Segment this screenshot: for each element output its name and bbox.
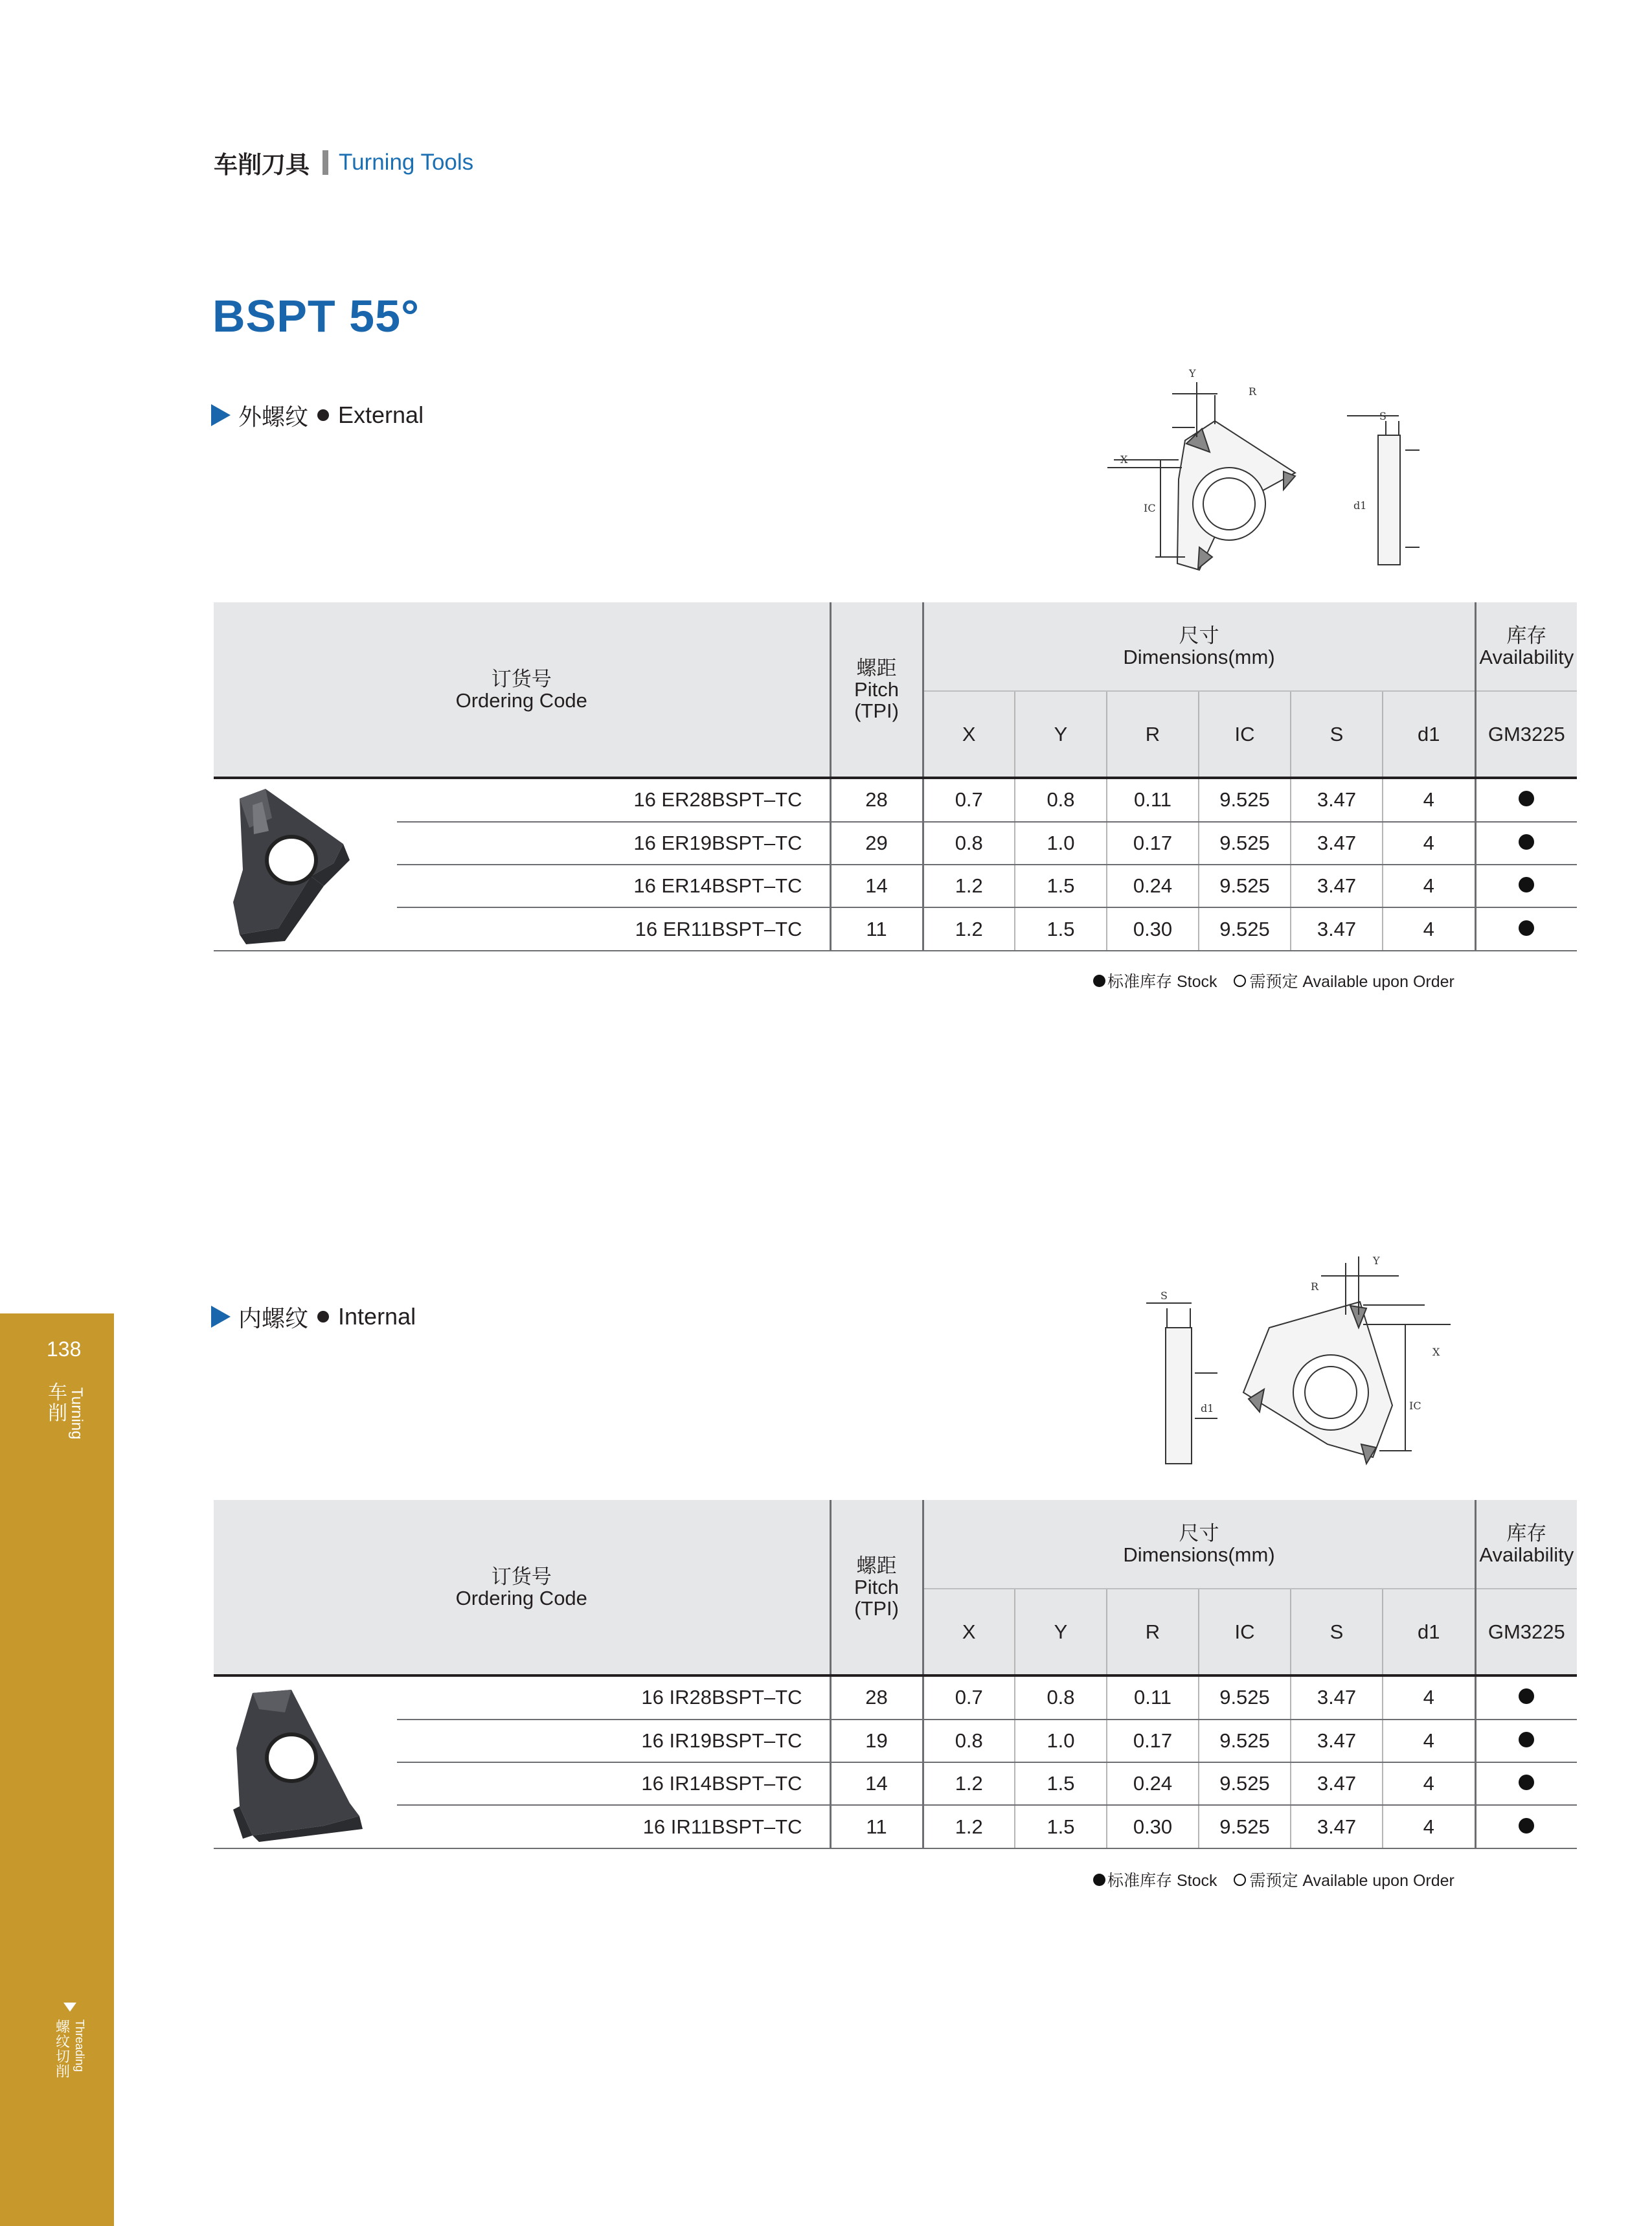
pitch-value: 29 xyxy=(830,822,923,865)
legend-order: 需预定 Available upon Order xyxy=(1249,973,1454,991)
x-value: 0.7 xyxy=(923,778,1015,822)
ext-dim-s: S xyxy=(1379,410,1386,422)
col-grade: GM3225 xyxy=(1475,1589,1577,1675)
s-value: 3.47 xyxy=(1291,1720,1383,1762)
ic-value: 9.525 xyxy=(1199,1762,1291,1805)
header-category-cn: 车削刀具 xyxy=(214,152,310,178)
pitch-en: Pitch xyxy=(854,1576,899,1598)
col-x: X xyxy=(923,691,1015,778)
chapter-side-tab xyxy=(0,1313,114,2226)
triangle-bullet-icon xyxy=(211,1306,231,1328)
table-row xyxy=(214,865,1577,907)
availability-en: Availability xyxy=(1479,646,1574,668)
stock-indicator xyxy=(1475,1720,1577,1762)
pitch-unit: (TPI) xyxy=(854,699,899,722)
external-legend xyxy=(1093,969,1454,992)
x-value: 0.7 xyxy=(923,1675,1015,1720)
x-value: 1.2 xyxy=(923,865,1015,907)
ordering-code-en: Ordering Code xyxy=(455,1586,587,1609)
availability-en: Availability xyxy=(1479,1543,1574,1566)
internal-insert-diagram xyxy=(1120,1250,1470,1483)
availability-cn: 库存 xyxy=(1506,1522,1547,1545)
page-title: BSPT 55° xyxy=(212,291,420,341)
y-value: 1.5 xyxy=(1015,1805,1107,1848)
col-ordering-code xyxy=(214,1500,830,1675)
ic-value: 9.525 xyxy=(1199,822,1291,865)
stock-indicator xyxy=(1475,1762,1577,1805)
section-arrow-icon xyxy=(63,2003,76,2012)
ordering-code: 16 IR11BSPT–TC xyxy=(397,1805,830,1848)
r-value: 0.17 xyxy=(1107,1720,1199,1762)
int-dim-r: R xyxy=(1311,1280,1319,1293)
col-r: R xyxy=(1107,1589,1199,1675)
dimensions-en: Dimensions(mm) xyxy=(1123,646,1275,668)
col-dimensions xyxy=(923,602,1475,691)
int-dim-x: X xyxy=(1432,1346,1440,1358)
x-value: 0.8 xyxy=(923,1720,1015,1762)
stock-filled-dot-icon xyxy=(1519,1818,1534,1834)
ordering-code-en: Ordering Code xyxy=(455,688,587,712)
x-value: 1.2 xyxy=(923,1762,1015,1805)
r-value: 0.24 xyxy=(1107,865,1199,907)
y-value: 1.5 xyxy=(1015,865,1107,907)
ic-value: 9.525 xyxy=(1199,865,1291,907)
stock-filled-dot-icon xyxy=(1519,1732,1534,1747)
stock-indicator xyxy=(1475,865,1577,907)
s-value: 3.47 xyxy=(1291,778,1383,822)
external-label-en: External xyxy=(338,402,424,428)
r-value: 0.30 xyxy=(1107,907,1199,951)
pitch-value: 19 xyxy=(830,1720,923,1762)
ic-value: 9.525 xyxy=(1199,1805,1291,1848)
ordering-code: 16 ER11BSPT–TC xyxy=(397,907,830,951)
col-s: S xyxy=(1291,1589,1383,1675)
legend-stock: 标准库存 Stock xyxy=(1107,1872,1217,1890)
s-value: 3.47 xyxy=(1291,1805,1383,1848)
pitch-unit: (TPI) xyxy=(854,1597,899,1620)
pitch-value: 28 xyxy=(830,1675,923,1720)
r-value: 0.17 xyxy=(1107,822,1199,865)
d1-value: 4 xyxy=(1383,1675,1475,1720)
r-value: 0.11 xyxy=(1107,778,1199,822)
s-value: 3.47 xyxy=(1291,907,1383,951)
legend-filled-dot-icon xyxy=(1093,975,1105,987)
header-divider xyxy=(322,150,328,175)
external-insert-photo xyxy=(214,778,397,951)
triangle-bullet-icon xyxy=(211,404,231,426)
d1-value: 4 xyxy=(1383,778,1475,822)
col-r: R xyxy=(1107,691,1199,778)
external-spec-table xyxy=(214,602,1577,951)
availability-cn: 库存 xyxy=(1506,624,1547,647)
col-pitch xyxy=(830,1500,923,1675)
internal-label-en: Internal xyxy=(338,1303,416,1330)
dimensions-en: Dimensions(mm) xyxy=(1123,1543,1275,1566)
table-row xyxy=(214,822,1577,865)
ordering-code: 16 ER28BSPT–TC xyxy=(397,778,830,822)
legend-order: 需预定 Available upon Order xyxy=(1249,1872,1454,1890)
pitch-cn: 螺距 xyxy=(856,657,897,679)
col-dimensions xyxy=(923,1500,1475,1589)
internal-legend xyxy=(1093,1868,1454,1891)
bullet-dot-icon xyxy=(317,1311,329,1323)
col-grade: GM3225 xyxy=(1475,691,1577,778)
x-value: 1.2 xyxy=(923,1805,1015,1848)
stock-filled-dot-icon xyxy=(1519,920,1534,936)
section-label-en: Threading xyxy=(73,2019,86,2073)
d1-value: 4 xyxy=(1383,907,1475,951)
ext-dim-x: X xyxy=(1120,453,1128,466)
stock-filled-dot-icon xyxy=(1519,1775,1534,1790)
y-value: 1.5 xyxy=(1015,907,1107,951)
r-value: 0.30 xyxy=(1107,1805,1199,1848)
y-value: 1.0 xyxy=(1015,1720,1107,1762)
stock-indicator xyxy=(1475,822,1577,865)
stock-filled-dot-icon xyxy=(1519,834,1534,850)
col-pitch xyxy=(830,602,923,778)
col-ic: IC xyxy=(1199,1589,1291,1675)
d1-value: 4 xyxy=(1383,822,1475,865)
internal-spec-table xyxy=(214,1500,1577,1849)
int-dim-d1: d1 xyxy=(1201,1402,1214,1414)
r-value: 0.11 xyxy=(1107,1675,1199,1720)
page-number: 138 xyxy=(47,1337,82,1361)
pitch-value: 11 xyxy=(830,907,923,951)
col-d1: d1 xyxy=(1383,1589,1475,1675)
ordering-code: 16 ER14BSPT–TC xyxy=(397,865,830,907)
internal-section-label xyxy=(211,1300,416,1333)
dimensions-cn: 尺寸 xyxy=(1179,624,1219,647)
legend-filled-dot-icon xyxy=(1093,1874,1105,1886)
r-value: 0.24 xyxy=(1107,1762,1199,1805)
table-row xyxy=(214,778,1577,822)
ordering-code: 16 IR14BSPT–TC xyxy=(397,1762,830,1805)
pitch-value: 28 xyxy=(830,778,923,822)
d1-value: 4 xyxy=(1383,1762,1475,1805)
y-value: 1.5 xyxy=(1015,1762,1107,1805)
stock-filled-dot-icon xyxy=(1519,877,1534,892)
ext-dim-ic: IC xyxy=(1144,502,1156,514)
col-s: S xyxy=(1291,691,1383,778)
stock-indicator xyxy=(1475,1805,1577,1848)
col-availability xyxy=(1475,1500,1577,1589)
stock-indicator xyxy=(1475,778,1577,822)
ordering-code-cn: 订货号 xyxy=(491,667,552,690)
col-d1: d1 xyxy=(1383,691,1475,778)
s-value: 3.47 xyxy=(1291,865,1383,907)
ordering-code: 16 IR28BSPT–TC xyxy=(397,1675,830,1720)
dimensions-cn: 尺寸 xyxy=(1179,1522,1219,1545)
external-insert-image xyxy=(214,779,397,945)
col-y: Y xyxy=(1015,1589,1107,1675)
ic-value: 9.525 xyxy=(1199,778,1291,822)
table-row xyxy=(214,1805,1577,1848)
d1-value: 4 xyxy=(1383,865,1475,907)
bullet-dot-icon xyxy=(317,409,329,421)
pitch-value: 11 xyxy=(830,1805,923,1848)
x-value: 1.2 xyxy=(923,907,1015,951)
ordering-code: 16 ER19BSPT–TC xyxy=(397,822,830,865)
ic-value: 9.525 xyxy=(1199,1720,1291,1762)
stock-filled-dot-icon xyxy=(1519,791,1534,806)
col-ordering-code xyxy=(214,602,830,778)
s-value: 3.47 xyxy=(1291,822,1383,865)
page-header xyxy=(214,146,473,179)
stock-indicator xyxy=(1475,1675,1577,1720)
stock-filled-dot-icon xyxy=(1519,1688,1534,1704)
int-dim-ic: IC xyxy=(1409,1400,1421,1412)
y-value: 0.8 xyxy=(1015,1675,1107,1720)
legend-open-dot-icon xyxy=(1234,1874,1246,1886)
int-dim-y: Y xyxy=(1373,1255,1380,1267)
section-label-cn: 螺纹切削 xyxy=(56,2019,71,2080)
external-section-label xyxy=(211,399,424,431)
pitch-en: Pitch xyxy=(854,678,899,701)
pitch-cn: 螺距 xyxy=(856,1554,897,1577)
pitch-value: 14 xyxy=(830,865,923,907)
ext-dim-d1: d1 xyxy=(1353,499,1367,512)
col-x: X xyxy=(923,1589,1015,1675)
internal-insert-image xyxy=(214,1677,397,1843)
external-label-cn: 外螺纹 xyxy=(238,403,309,430)
d1-value: 4 xyxy=(1383,1720,1475,1762)
table-row xyxy=(214,1762,1577,1805)
legend-open-dot-icon xyxy=(1234,975,1246,987)
y-value: 0.8 xyxy=(1015,778,1107,822)
ordering-code: 16 IR19BSPT–TC xyxy=(397,1720,830,1762)
table-row xyxy=(214,1675,1577,1720)
external-insert-diagram xyxy=(1101,363,1464,583)
ext-dim-y: Y xyxy=(1189,367,1196,380)
header-category-en: Turning Tools xyxy=(339,150,474,175)
ic-value: 9.525 xyxy=(1199,907,1291,951)
ordering-code-cn: 订货号 xyxy=(491,1565,552,1588)
chapter-label-cn: 车削 xyxy=(48,1382,67,1424)
int-dim-s: S xyxy=(1160,1289,1168,1302)
d1-value: 4 xyxy=(1383,1805,1475,1848)
ic-value: 9.525 xyxy=(1199,1675,1291,1720)
legend-stock: 标准库存 Stock xyxy=(1107,973,1217,991)
internal-insert-photo xyxy=(214,1675,397,1848)
ext-dim-r: R xyxy=(1249,385,1257,398)
col-ic: IC xyxy=(1199,691,1291,778)
col-y: Y xyxy=(1015,691,1107,778)
pitch-value: 14 xyxy=(830,1762,923,1805)
stock-indicator xyxy=(1475,907,1577,951)
table-row xyxy=(214,1720,1577,1762)
s-value: 3.47 xyxy=(1291,1675,1383,1720)
table-row xyxy=(214,907,1577,951)
s-value: 3.47 xyxy=(1291,1762,1383,1805)
chapter-label-en: Turning xyxy=(68,1387,85,1440)
col-availability xyxy=(1475,602,1577,691)
internal-label-cn: 内螺纹 xyxy=(238,1304,309,1332)
y-value: 1.0 xyxy=(1015,822,1107,865)
x-value: 0.8 xyxy=(923,822,1015,865)
